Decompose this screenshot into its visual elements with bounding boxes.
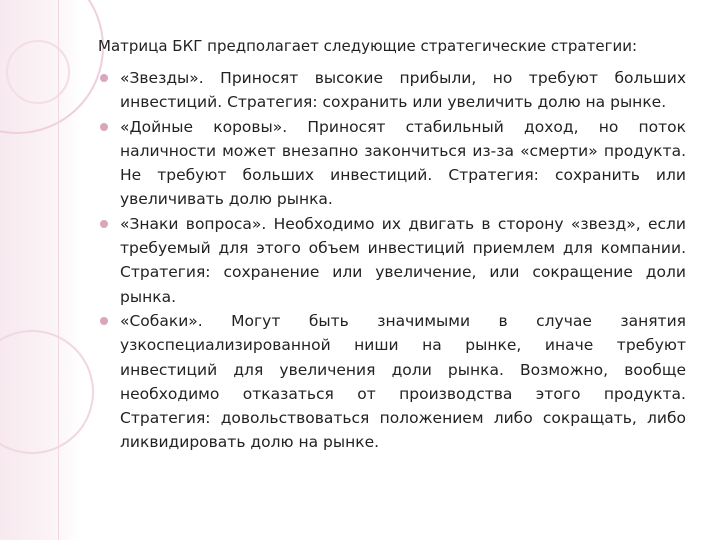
decorative-line — [58, 0, 59, 540]
strategy-label: Стратегия: — [120, 409, 211, 428]
bullet-icon — [100, 74, 108, 82]
item-text: Необходимо их двигать в сторону «звезд», если требуемый для этого объем инвестиций приемлем для компании. — [120, 214, 686, 258]
item-name: «Собаки». — [120, 311, 203, 330]
list-item-stars — [98, 66, 686, 115]
item-text: Приносят высокие прибыли, но требуют больших инвестиций. — [120, 69, 686, 112]
bullet-icon — [100, 317, 108, 325]
strategy-label: Стратегия: — [448, 166, 539, 185]
strategy-text: довольствоваться положением либо сокращать, либо ликвидировать долю на рынке. — [120, 409, 686, 452]
slide-heading: Матрица БКГ предполагает следующие стратегические стратегии: — [98, 37, 638, 55]
strategy-text: сохранить или увеличить долю на рынке. — [317, 93, 667, 112]
strategy-text: сохранить или увеличивать долю рынка. — [120, 166, 686, 209]
list-item-question-marks — [98, 212, 686, 309]
strategy-text: сохранение или увеличение, или сокращение доли рынка. — [120, 263, 686, 306]
decorative-circle — [6, 40, 70, 104]
strategy-label: Стратегия: — [120, 263, 211, 282]
item-text: Могут быть значимыми в случае занятия узкоспециализированной ниши на рынке, иначе требуют инвестиций для увеличения доли рынка. Возможно, вообще необходимо отказаться от производства этого продукта. — [120, 311, 686, 403]
list-item-cash-cows — [98, 115, 686, 212]
strategy-label: Стратегия: — [227, 93, 318, 112]
bullet-icon — [100, 123, 108, 131]
slide-content — [98, 36, 686, 455]
item-name: «Дойные коровы». — [120, 117, 288, 136]
item-name: «Знаки вопроса». — [120, 214, 267, 233]
strategy-list — [98, 66, 686, 455]
list-item-dogs — [98, 309, 686, 455]
item-name: «Звезды». — [120, 69, 204, 87]
bullet-icon — [100, 220, 108, 228]
item-text: Приносят стабильный доход, но поток наличности может внезапно закончиться из-за «смерти» продукта. Не требуют больших инвестиций. — [120, 117, 686, 185]
